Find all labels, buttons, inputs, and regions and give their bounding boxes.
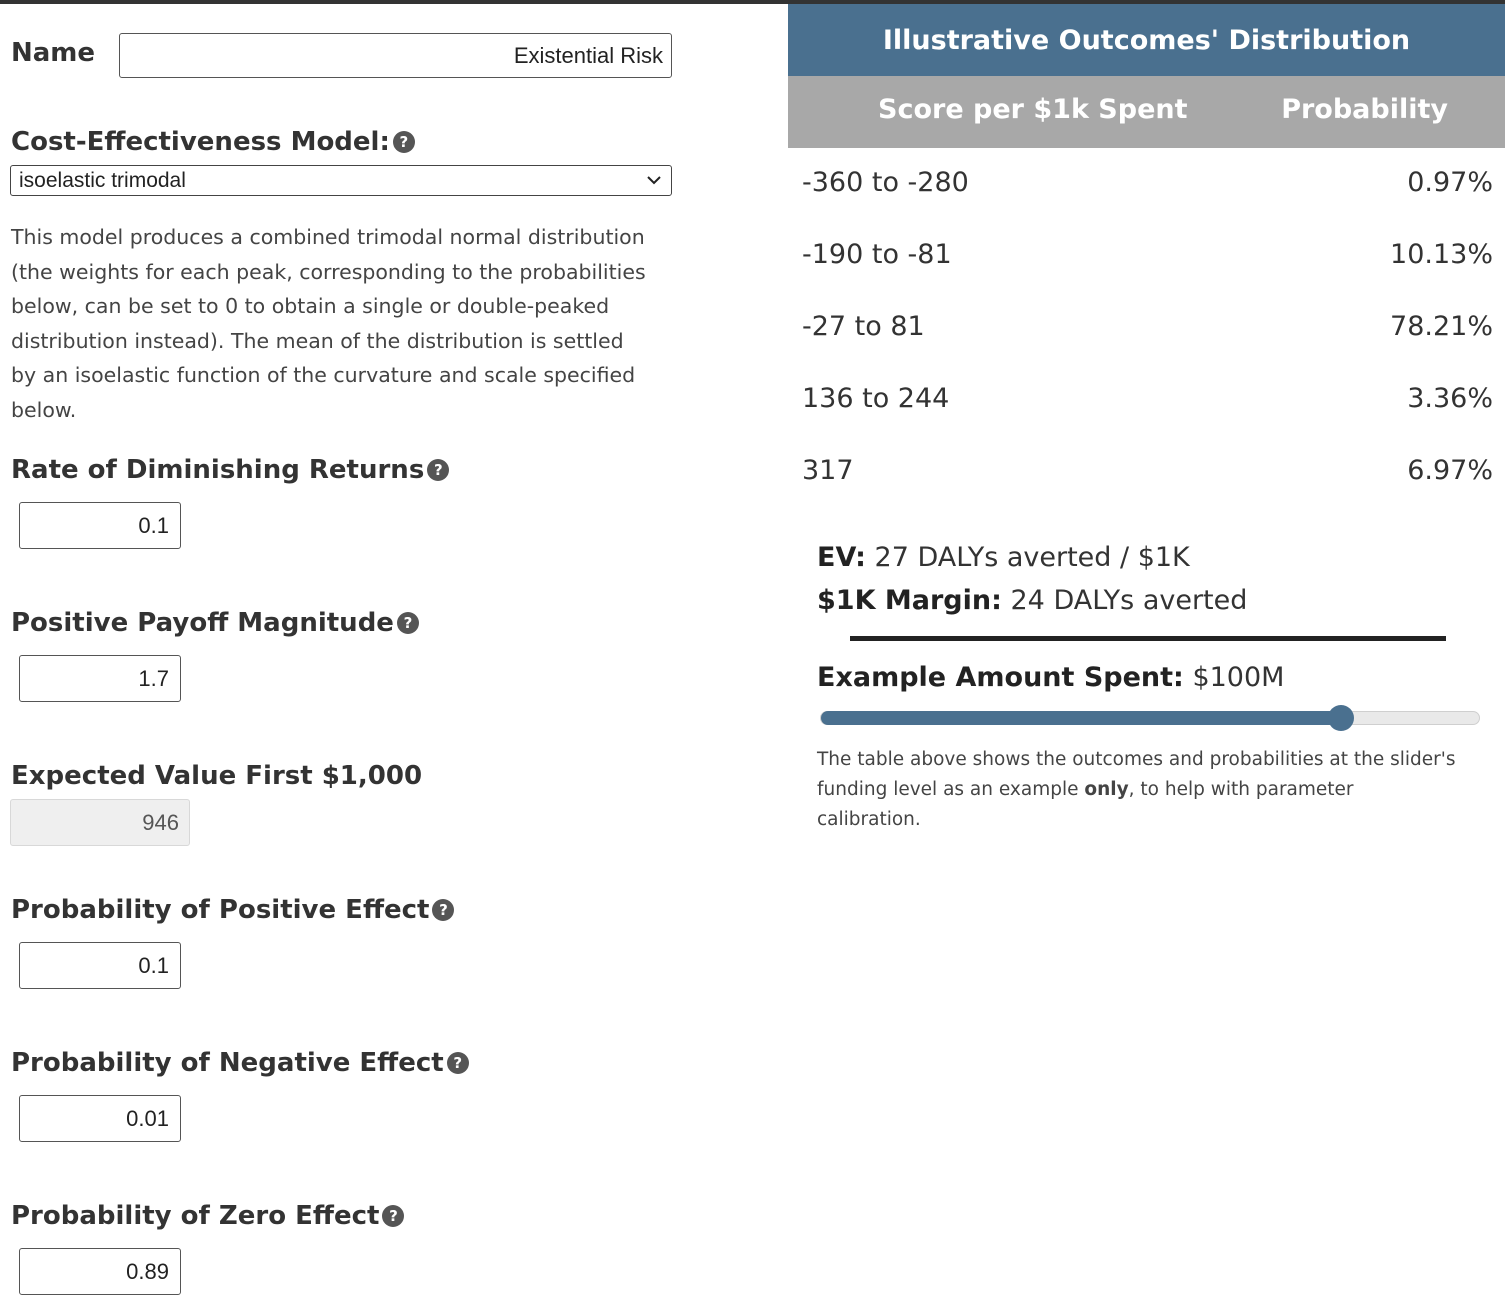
amount-value: $100M [1192,662,1285,693]
row-probability: 10.13% [1390,239,1493,270]
field-label-positive-effect: Probability of Positive Effect ? [11,895,454,925]
name-input[interactable]: Existential Risk [119,33,672,78]
row-range: 136 to 244 [802,383,950,414]
row-range: -190 to -81 [802,239,952,270]
question-circle-icon[interactable]: ? [397,612,419,634]
table-row [788,365,1505,437]
model-description: This model produces a combined trimodal normal distribution (the weights for each peak, corresponding to the probabilities below, can be set to 0 to obtain a single or double-peaked distribution instead). The mean of the distribution is settled by an isoelastic function of the curvature and scale specified below. [11,225,646,422]
table-row [788,149,1505,221]
margin-stat [817,585,1247,616]
slider-fill [821,711,1341,725]
margin-value: 24 DALYs averted [1010,585,1248,616]
negative-effect-input[interactable]: 0.01 [19,1095,181,1142]
model-select-value: isoelastic trimodal [19,169,186,192]
row-range: 317 [802,455,854,486]
field-label-expected-value: Expected Value First $1,000 [11,761,423,791]
name-label: Name [11,38,96,68]
field-label-negative-effect: Probability of Negative Effect ? [11,1048,469,1078]
column-header-score: Score per $1k Spent [878,94,1188,125]
field-label-zero-effect: Probability of Zero Effect ? [11,1201,404,1231]
zero-effect-input[interactable]: 0.89 [19,1248,181,1295]
calibration-note: The table above shows the outcomes and probabilities at the slider's funding level as an example only, to help with parameter calibration. [817,749,1456,830]
margin-label: $1K Margin: [817,585,1002,616]
distribution-title: Illustrative Outcomes' Distribution [788,4,1505,76]
question-circle-icon[interactable]: ? [382,1205,404,1227]
row-probability: 78.21% [1390,311,1493,342]
row-range: -360 to -280 [802,167,969,198]
model-select[interactable] [10,165,672,196]
model-label: Cost-Effectiveness Model: ? [11,127,415,157]
field-label-payoff-magnitude: Positive Payoff Magnitude ? [11,608,419,638]
column-header-probability: Probability [1281,94,1448,125]
slider-thumb[interactable] [1328,705,1354,731]
table-row [788,437,1505,509]
table-row [788,293,1505,365]
diminishing-returns-input[interactable]: 0.1 [19,502,181,549]
amount-slider[interactable] [820,711,1480,725]
table-row [788,221,1505,293]
ev-stat [817,542,1190,573]
expected-value-readonly: 946 [10,799,190,846]
amount-label: Example Amount Spent: [817,662,1184,693]
row-probability: 0.97% [1407,167,1493,198]
distribution-column-headers [788,76,1505,148]
amount-stat [817,662,1284,693]
row-probability: 6.97% [1407,455,1493,486]
ev-label: EV: [817,542,866,573]
question-circle-icon[interactable]: ? [447,1052,469,1074]
question-circle-icon[interactable]: ? [432,899,454,921]
chevron-down-icon [647,173,661,187]
row-range: -27 to 81 [802,311,925,342]
question-circle-icon[interactable]: ? [393,131,415,153]
positive-effect-input[interactable]: 0.1 [19,942,181,989]
divider [850,636,1446,641]
row-probability: 3.36% [1407,383,1493,414]
question-circle-icon[interactable]: ? [427,459,449,481]
payoff-magnitude-input[interactable]: 1.7 [19,655,181,702]
ev-value: 27 DALYs averted / $1K [874,542,1190,573]
field-label-diminishing-returns: Rate of Diminishing Returns ? [11,455,449,485]
